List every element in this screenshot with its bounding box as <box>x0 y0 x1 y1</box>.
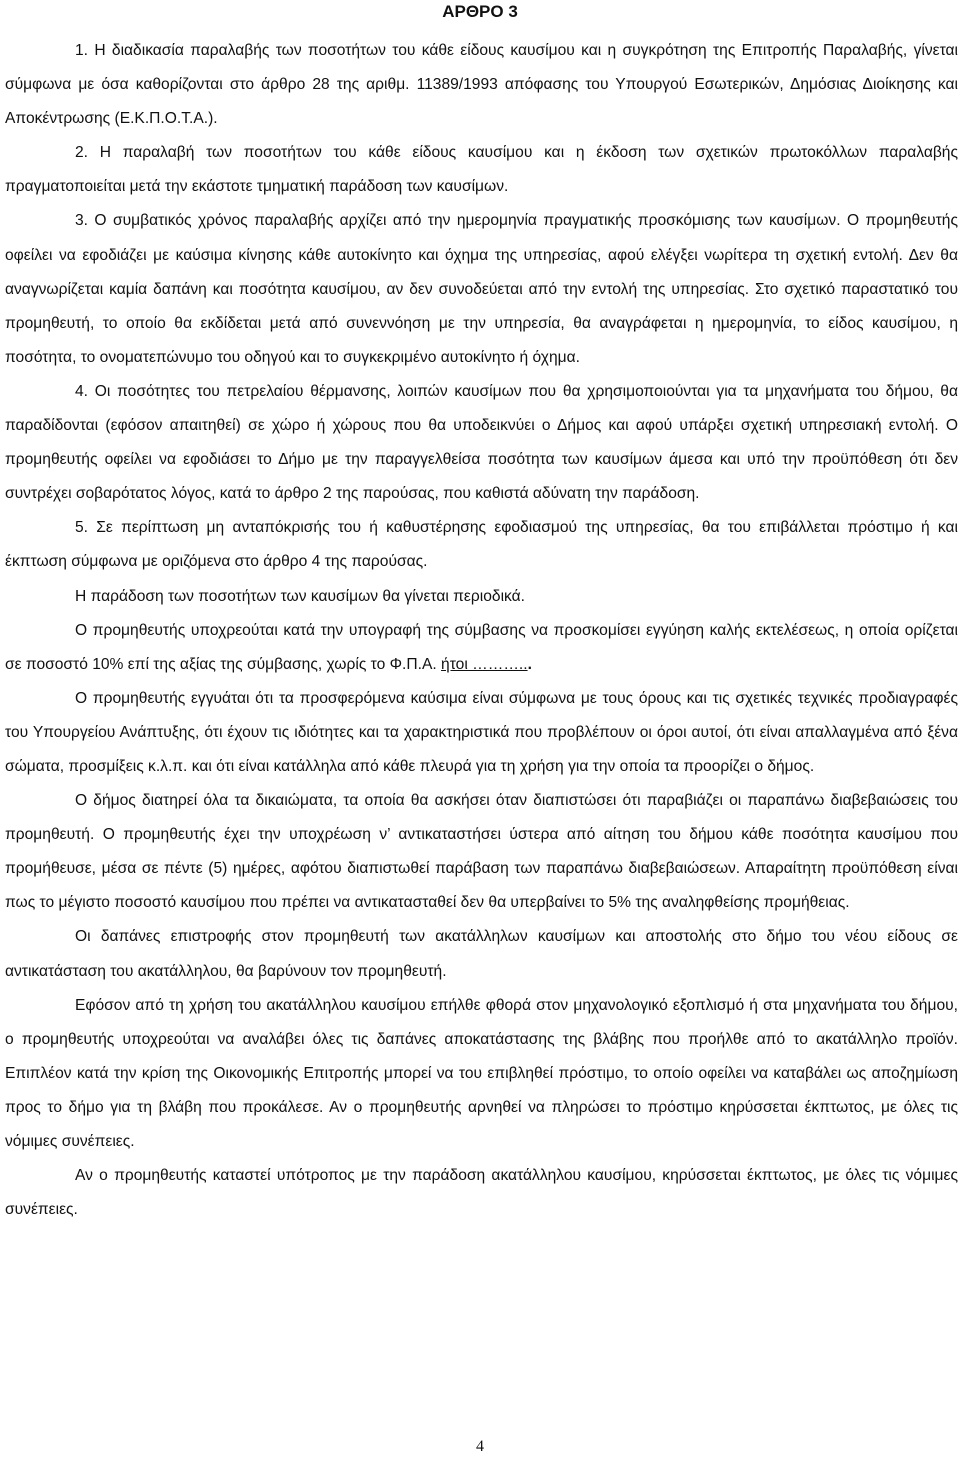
guarantee-end: . <box>527 655 532 673</box>
article-heading: ΑΡΘΡΟ 3 <box>442 2 518 21</box>
paragraph-return-costs: Οι δαπάνες επιστροφής στον προμηθευτή των ακατάλληλων καυσίμων και αποστολής στο δήμο του νέου είδους σε αντικατάσταση του ακατάλληλου, θα βαρύνουν τον προμηθευτή. <box>5 928 958 980</box>
guarantee-amount-blank: ήτοι ……….. <box>441 655 528 673</box>
paragraph-rights: Ο δήμος διατηρεί όλα τα δικαιώματα, τα οποία θα ασκήσει όταν διαπιστώσει ότι παραβιάζει οι παραπάνω διαβεβαιώσεις του προμηθευτή. Ο προμηθευτής έχει την υποχρέωση ν’ αντικαταστήσει ύστερα από αίτηση του δήμου κάθε ποσότητα καυσίμου που προμήθευσε, μέσα σε πέντε (5) ημέρες, αφότου διαπιστωθεί παράβαση των παραπάνω διαβεβαιώσεων. Απαραίτητη προϋπόθεση είναι πως το μέγιστο ποσοστό καυσίμου που πρέπει να αντικατασταθεί δεν θα υπερβαίνει το 5% της αναληφθείσης προμήθειας. <box>5 792 958 912</box>
guarantee-text: Ο προμηθευτής υποχρεούται κατά την υπογραφή της σύμβασης να προσκομίσει εγγύηση καλής εκτελέσεως, η οποία ορίζεται σε ποσοστό 10% επί της αξίας της σύμβασης, χωρίς το Φ.Π.Α. <box>5 621 958 673</box>
paragraph-1: 1. Η διαδικασία παραλαβής των ποσοτήτων του κάθε είδους καυσίμου και η συγκρότηση της Επιτροπής Παραλαβής, γίνεται σύμφωνα με όσα καθορίζονται στο άρθρο 28 της αριθμ. 11389/1993 απόφασης του Υπουργού Εσωτερικών, Δημόσιας Διοίκησης και Αποκέντρωσης (Ε.Κ.Π.Ο.Τ.Α.). <box>5 42 958 128</box>
paragraph-5: 5. Σε περίπτωση μη ανταπόκρισής του ή καθυστέρησης εφοδιασμού της υπηρεσίας, θα του επιβάλλεται πρόστιμο ή και έκπτωση σύμφωνα με οριζόμενα στο άρθρο 4 της παρούσας. <box>5 519 958 571</box>
paragraph-damage: Εφόσον από τη χρήση του ακατάλληλου καυσίμου επήλθε φθορά στον μηχανολογικό εξοπλισμό ή στα μηχανήματα του δήμου, ο προμηθευτής υποχρεούται να αναλάβει όλες τις δαπάνες αποκατάστασης της βλάβης που προήλθε από το ακατάλληλο προϊόν. Επιπλέον κατά την κρίση της Οικονομικής Επιτροπής μπορεί να του επιβληθεί πρόστιμο, το οποίο οφείλει να καταβάλει ως αποζημίωση προς το δήμο για τη βλάβη που προκάλεσε. Αν ο προμηθευτής αρνηθεί να πληρώσει το πρόστιμο κηρύσσεται έκπτωτος, με όλες τις νόμιμες συνέπειες. <box>5 996 958 1150</box>
page-number: 4 <box>476 1438 484 1455</box>
paragraph-guarantee <box>5 614 958 682</box>
paragraph-recidivism: Αν ο προμηθευτής καταστεί υπότροπος με την παράδοση ακατάλληλου καυσίμου, κηρύσσεται έκπτωτος, με όλες τις νόμιμες συνέπειες. <box>5 1167 958 1219</box>
paragraph-delivery: Η παράδοση των ποσοτήτων των καυσίμων θα γίνεται περιοδικά. <box>75 587 525 605</box>
paragraph-3: 3. Ο συμβατικός χρόνος παραλαβής αρχίζει από την ημερομηνία πραγματικής προσκόμισης των καυσίμων. Ο προμηθευτής οφείλει να εφοδιάζει με καύσιμα κίνησης κάθε αυτοκίνητο και όχημα της υπηρεσίας, αφού ελέγξει νωρίτερα τη σχετική εντολή. Δεν θα αναγνωρίζεται καμία δαπάνη και ποσότητα καυσίμου, αν δεν συνοδεύεται από την εντολή της υπηρεσίας. Στο σχετικό παραστατικό του προμηθευτή, το οποίο θα εκδίδεται μετά από συνεννόηση με την υπηρεσία, θα αναγράφεται η ημερομηνία, το είδος καυσίμου, η ποσότητα, το ονοματεπώνυμο του οδηγού και το συγκεκριμένο αυτοκίνητο ή όχημα. <box>5 212 958 366</box>
paragraph-2: 2. Η παραλαβή των ποσοτήτων του κάθε είδους καυσίμου και η έκδοση των σχετικών πρωτοκόλλων παραλαβής πραγματοποιείται μετά την εκάστοτε τμηματική παράδοση των καυσίμων. <box>5 144 958 196</box>
document-body <box>5 34 958 1227</box>
paragraph-warranty: Ο προμηθευτής εγγυάται ότι τα προσφερόμενα καύσιμα είναι σύμφωνα με τους όρους και τις σχετικές τεχνικές προδιαγραφές του Υπουργείου Ανάπτυξης, ότι έχουν τις ιδιότητες και τα χαρακτηριστικά που προβλέπουν οι όροι αυτοί, ότι είναι απαλλαγμένα από ξένα σώματα, προσμίξεις κ.λ.π. και ότι είναι κατάλληλα από κάθε πλευρά για τη χρήση για την οποία τα προορίζει ο δήμος. <box>5 689 958 775</box>
paragraph-4: 4. Οι ποσότητες του πετρελαίου θέρμανσης, λοιπών καυσίμων που θα χρησιμοποιούνται για τα μηχανήματα του δήμου, θα παραδίδονται (εφόσον απαιτηθεί) σε χώρο ή χώρους που θα υποδεικνύει ο Δήμος και αφού υπάρξει σχετική υπηρεσιακή εντολή. Ο προμηθευτής οφείλει να εφοδιάσει το Δήμο με την παραγγελθείσα ποσότητα των καυσίμων άμεσα και υπό την προϋπόθεση ότι δεν συντρέχει σοβαρότατος λόγος, κατά το άρθρο 2 της παρούσας, που καθιστά αδύνατη την παράδοση. <box>5 382 958 503</box>
